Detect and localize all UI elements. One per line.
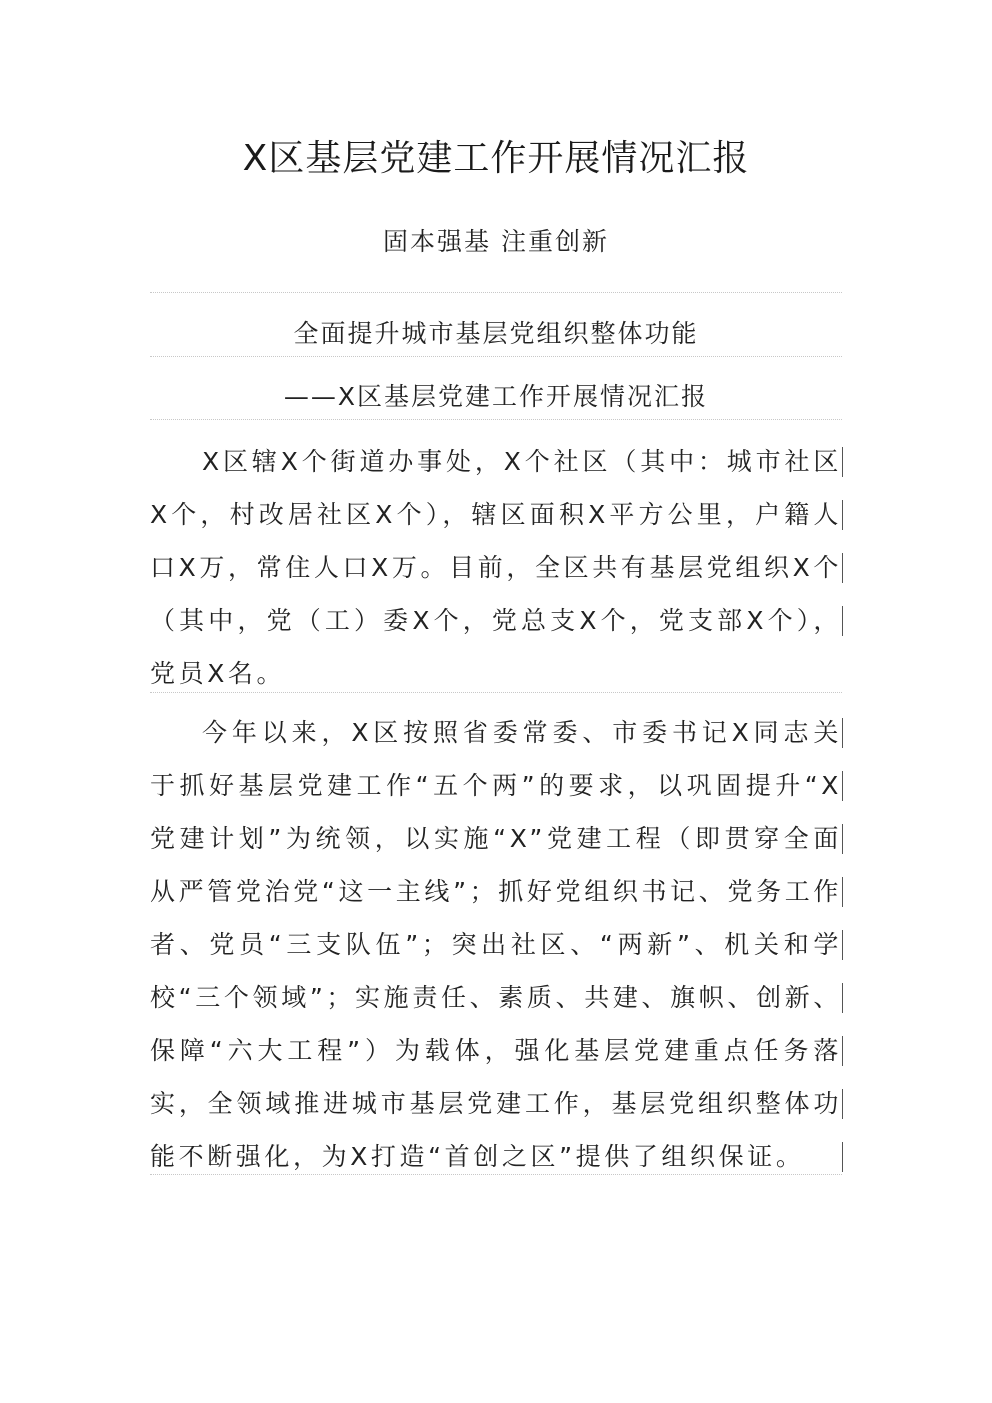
divider — [150, 419, 842, 420]
body-paragraph-1: X区辖X个街道办事处，X个社区（其中：城市社区X个，村改居社区X个），辖区面积X平方公里，户籍人口X万，常住人口X万。目前，全区共有基层党组织X个（其中，党（工）委X个，党总支X个，党支部X个），党员X名。 — [150, 447, 842, 688]
subtitle-line-2: 全面提升城市基层党组织整体功能 — [293, 319, 699, 348]
divider — [150, 292, 842, 293]
subtitle-line-3: ——X区基层党建工作开展情况汇报 — [283, 382, 709, 411]
margin-marks — [842, 718, 844, 1195]
divider — [150, 356, 842, 357]
divider — [150, 692, 842, 693]
subtitle-line-1: 固本强基 注重创新 — [383, 227, 609, 256]
divider — [150, 1174, 842, 1175]
margin-marks — [842, 447, 844, 659]
body-paragraph-2: 今年以来，X区按照省委常委、市委书记X同志关于抓好基层党建工作“五个两”的要求，以巩固提升“X党建计划”为统领，以实施“X”党建工程（即贯穿全面从严管党治党“这一主线”；抓好党组织书记、党务工作者、党员“三支队伍”；突出社区、“两新”、机关和学校“三个领域”；实施责任、素质、共建、旗帜、创新、保障“六大工程”）为载体，强化基层党建重点任务落实，全领域推进城市基层党建工作，基层党组织整体功能不断强化，为X打造“首创之区”提供了组织保证。 — [150, 718, 842, 1171]
document-title: X区基层党建工作开展情况汇报 — [242, 138, 750, 179]
